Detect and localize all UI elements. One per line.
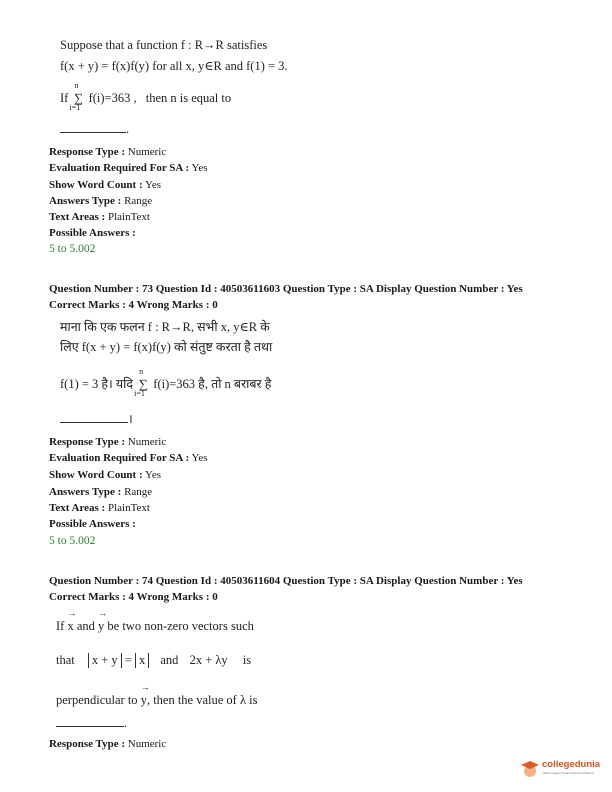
- meta1-text-areas: Text Areas : PlainText: [49, 211, 150, 223]
- q74-line2: [56, 653, 251, 668]
- graduation-cap-icon: [520, 759, 540, 779]
- brand-name: collegedunia: [542, 759, 601, 770]
- sum-upper: n: [74, 81, 79, 90]
- q74-rest: be two non-zero vectors such: [107, 619, 254, 633]
- q72-line1: Suppose that a function f : R→R satisfies: [60, 38, 268, 52]
- meta1-eval: Evaluation Required For SA : Yes: [49, 162, 208, 174]
- vector-x: → x: [67, 619, 73, 634]
- q74-if: If: [56, 619, 65, 633]
- q72-line3: [60, 81, 232, 112]
- q73-marks: Correct Marks : 4 Wrong Marks : 0: [49, 299, 218, 311]
- q74-blank-tail: .: [124, 716, 128, 730]
- sum-lower: i=1: [69, 103, 81, 112]
- meta2-word-count: Show Word Count : Yes: [49, 469, 161, 481]
- sum-lower: i=1: [134, 389, 145, 398]
- summation-symbol: ∑ n i=1: [134, 367, 148, 398]
- meta1-word-count: Show Word Count : Yes: [49, 179, 161, 191]
- abs-x-plus-y: x + y: [88, 653, 122, 668]
- q73-hindi-line3: [60, 367, 272, 398]
- meta1-response-type: Response Type : Numeric: [49, 146, 167, 158]
- meta2-eval: Evaluation Required For SA : Yes: [49, 452, 208, 464]
- q74-and: and: [76, 619, 95, 633]
- q73-blank-tail: ।: [128, 412, 133, 426]
- q74-line3: [56, 693, 257, 708]
- q73-pre: f(1) = 3 है। यदि: [60, 377, 134, 391]
- meta2-answers-type: Answers Type : Range: [49, 486, 153, 498]
- meta2-possible-answer: 5 to 5.002: [49, 535, 96, 547]
- q74-is: is: [242, 653, 252, 667]
- q72-rest: then n is equal to: [145, 91, 232, 105]
- q73-hindi-line2: लिए f(x + y) = f(x)f(y) को संतुष्ट करता है तथा: [60, 340, 273, 354]
- q74-header: Question Number : 74 Question Id : 40503611604 Question Type : SA Display Question Number : Yes: [49, 575, 523, 587]
- q72-expr: f(i)=363 ,: [88, 91, 137, 105]
- q73-answer-blank: [60, 410, 133, 427]
- q74-answer-blank: [56, 716, 127, 731]
- q74-perp: perpendicular to: [56, 693, 138, 707]
- meta2-response-type: Response Type : Numeric: [49, 436, 167, 448]
- vector-y-2: → y: [141, 693, 147, 708]
- q72-line2: f(x + y) = f(x)f(y) for all x, y∈R and f(1) = 3.: [60, 59, 288, 73]
- q74-response-type: Response Type : Numeric: [49, 738, 167, 750]
- q74-lambda: , then the value of λ is: [146, 693, 258, 707]
- q74-that: that: [56, 653, 75, 667]
- q73-hindi-line1: माना कि एक फलन f : R→R, सभी x, y∈R के: [60, 320, 270, 334]
- vector-y: → y: [98, 619, 104, 634]
- q72-blank-tail: .: [126, 122, 130, 136]
- q74-equals: =: [124, 653, 132, 667]
- meta1-possible-answer: 5 to 5.002: [49, 243, 96, 255]
- q73-post: f(i)=363 है, तो n बराबर है: [153, 377, 272, 391]
- abs-x: x: [135, 653, 149, 668]
- sum-upper: n: [139, 367, 144, 376]
- q74-marks: Correct Marks : 4 Wrong Marks : 0: [49, 591, 218, 603]
- brand-tagline: India's largest Student Review Platform: [542, 771, 595, 775]
- meta2-possible-label: Possible Answers :: [49, 518, 136, 530]
- meta1-possible-label: Possible Answers :: [49, 227, 136, 239]
- q74-expression: 2x + λy: [189, 653, 228, 667]
- q73-header: Question Number : 73 Question Id : 40503611603 Question Type : SA Display Question Number : Yes: [49, 283, 523, 295]
- summation-symbol: ∑ n i=1: [69, 81, 83, 112]
- collegedunia-logo: [520, 757, 600, 781]
- q74-line1: [56, 619, 254, 634]
- meta2-text-areas: Text Areas : PlainText: [49, 502, 150, 514]
- q72-answer-blank: [60, 122, 129, 137]
- q74-and2: and: [160, 653, 179, 667]
- q72-if: If: [60, 91, 69, 105]
- meta1-answers-type: Answers Type : Range: [49, 195, 153, 207]
